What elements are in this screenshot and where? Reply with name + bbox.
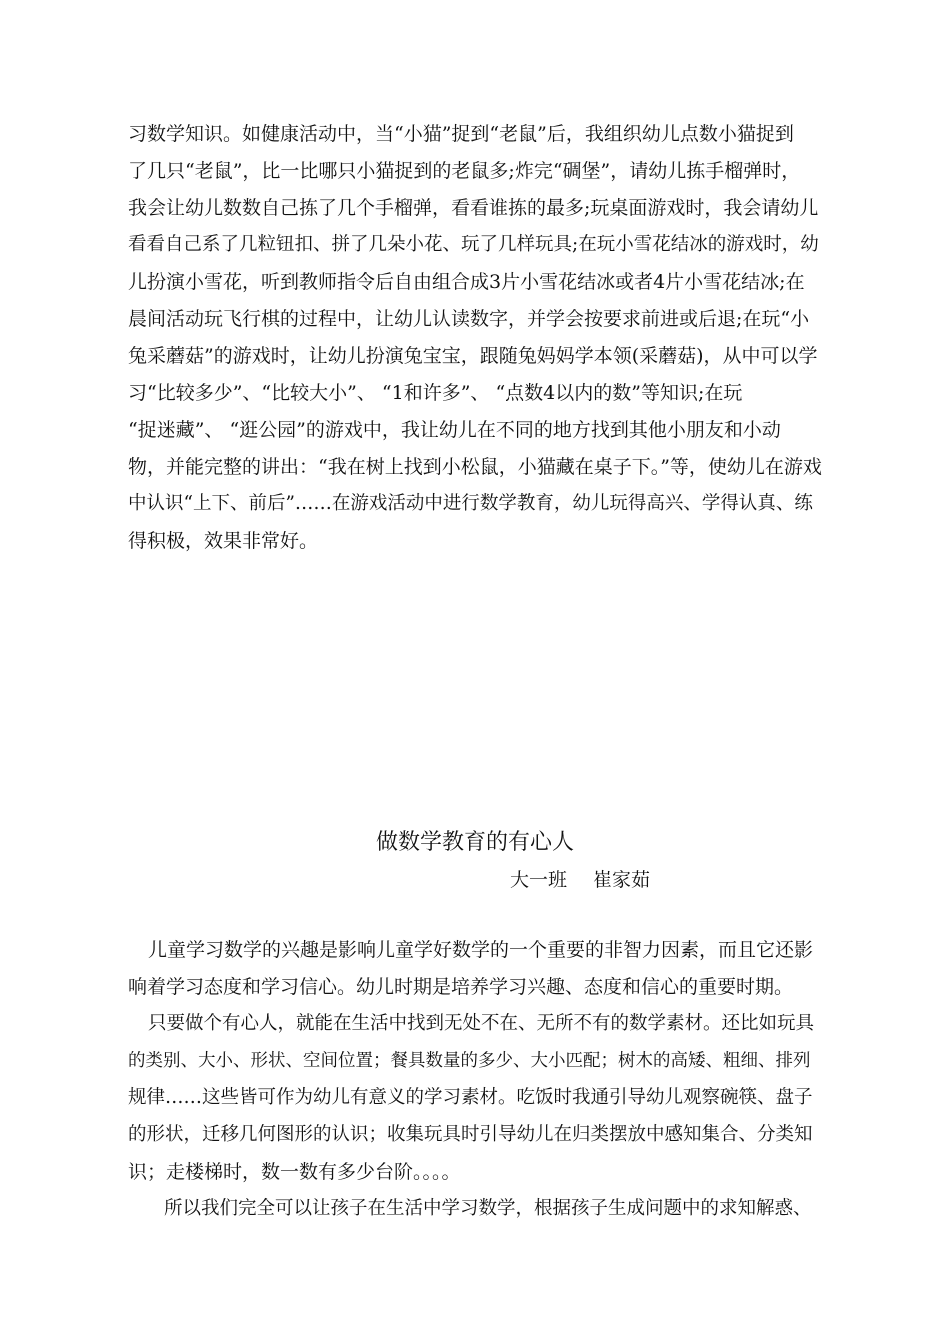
paragraph-line: 的形状，迁移几何图形的认识；收集玩具时引导幼儿在归类摆放中感知集合、分类知 <box>128 1124 813 1145</box>
paragraph-line: 儿扮演小雪花，听到教师指令后自由组合成3片小雪花结冰或者4片小雪花结冰;在 <box>128 271 805 293</box>
paragraph-line: 儿童学习数学的兴趣是影响儿童学好数学的一个重要的非智力因素，而且它还影 <box>148 939 814 961</box>
author-name: 崔家茹 <box>593 869 651 891</box>
paragraph-line: 只要做个有心人，就能在生活中找到无处不在、无所不有的数学素材。还比如玩具 <box>148 1013 815 1034</box>
paragraph-line: 响着学习态度和学习信心。幼儿时期是培养学习兴趣、态度和信心的重要时期。 <box>128 976 794 998</box>
article-title: 做数学教育的有心人 <box>375 830 574 855</box>
paragraph-line: 兔采蘑菇”的游戏时，让幼儿扮演兔宝宝，跟随兔妈妈学本领(采蘑菇)，从中可以学 <box>128 345 818 367</box>
paragraph-line: 晨间活动玩飞行棋的过程中，让幼儿认读数字，并学会按要求前进或后退;在玩“小 <box>128 308 810 330</box>
paragraph-line: 物，并能完整的讲出：“我在树上找到小松鼠，小猫藏在桌子下。”等，使幼儿在游戏 <box>128 456 822 478</box>
paragraph-line: 习“比较多少”、“比较大小”、 “1和许多”、 “点数4以内的数”等知识;在玩 <box>128 382 743 404</box>
paragraph-line: 的类别、大小、形状、空间位置；餐具数量的多少、大小匹配；树木的高矮、粗细、排列 <box>128 1051 811 1071</box>
paragraph-line: 识；走楼梯时，数一数有多少台阶。。。。 <box>128 1161 461 1183</box>
paragraph-line: 得积极，效果非常好。 <box>128 530 319 552</box>
paragraph-line: 规律……这些皆可作为幼儿有意义的学习素材。吃饭时我通引导幼儿观察碗筷、盘子 <box>128 1087 813 1108</box>
paragraph-line: 所以我们完全可以让孩子在生活中学习数学，根据孩子生成问题中的求知解惑、 <box>164 1198 812 1219</box>
paragraph-line: 我会让幼儿数数自己拣了几个手榴弹，看看谁拣的最多;玩桌面游戏时，我会请幼儿 <box>128 197 819 219</box>
paragraph-line: “捉迷藏”、 “逛公园”的游戏中，我让幼儿在不同的地方找到其他小朋友和小动 <box>128 419 781 441</box>
paragraph-line: 了几只“老鼠”，比一比哪只小猫捉到的老鼠多;炸完“碉堡”，请幼儿拣手榴弹时， <box>128 160 801 182</box>
author-class: 大一班 <box>510 869 568 891</box>
paragraph-line: 习数学知识。如健康活动中，当“小猫”捉到“老鼠”后，我组织幼儿点数小猫捉到 <box>128 123 794 145</box>
paragraph-line: 看看自己系了几粒钮扣、拼了几朵小花、玩了几样玩具;在玩小雪花结冰的游戏时，幼 <box>128 234 819 255</box>
author-byline <box>510 868 650 892</box>
paragraph-line: 中认识“上下、前后”……在游戏活动中进行数学教育，幼儿玩得高兴、学得认真、练 <box>128 493 813 514</box>
